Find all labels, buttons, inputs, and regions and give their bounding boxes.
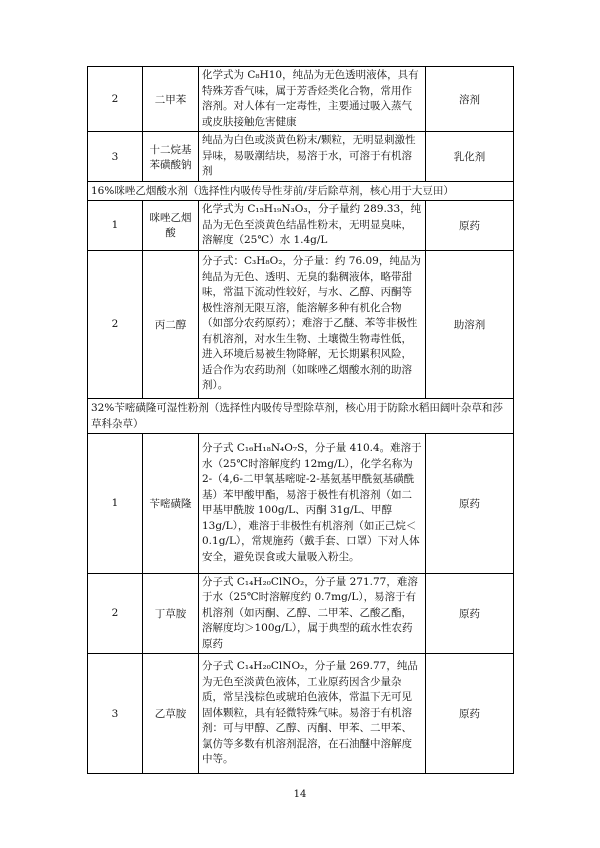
row-number: 1: [88, 201, 143, 251]
row-number: 3: [88, 654, 143, 774]
ingredient-role: 原药: [426, 573, 514, 654]
ingredient-role: 溶剂: [426, 67, 514, 132]
ingredient-description: 分子式 C₁₆H₁₈N₄O₇S，分子量 410.4。难溶于水（25℃时溶解度约 12mg/L），化学名称为 2-（4,6-二甲氧基嘧啶-2-基氨基甲酰氨基磺酰基）苯甲酸甲酯，易溶于极性有机溶剂（如二甲基甲酰胺 100g/L、丙酮 31g/L、甲醇 13g/L），难溶于非极性有机溶剂（如正己烷＜0.1g/L），常规施药（戴手套、口罩）下对人体安全，避免误食或大量吸入粉尘。: [199, 433, 426, 573]
table-row: [88, 250, 514, 398]
ingredient-role: 助溶剂: [426, 250, 514, 398]
row-number: 2: [88, 250, 143, 398]
ingredient-description: 化学式为 C₁₅H₁₉N₃O₃，分子量约 289.33，纯品为无色至淡黄色结晶性粉末，无明显臭味，溶解度（25℃）水 1.4g/L: [199, 201, 426, 251]
ingredient-role: 乳化剂: [426, 132, 514, 182]
ingredient-name: 丙二醇: [143, 250, 199, 398]
ingredient-description: 纯品为白色或淡黄色粉末/颗粒，无明显刺激性异味，易吸潮结块，易溶于水，可溶于有机溶剂: [199, 132, 426, 182]
ingredient-name: 乙草胺: [143, 654, 199, 774]
row-number: 1: [88, 433, 143, 573]
ingredient-name: 十二烷基苯磺酸钠: [143, 132, 199, 182]
ingredient-role: 原药: [426, 201, 514, 251]
row-number: 2: [88, 573, 143, 654]
section-header-row: [88, 398, 514, 433]
row-number: 3: [88, 132, 143, 182]
table-row: [88, 654, 514, 774]
ingredient-table: [87, 66, 514, 774]
section-header-row: [88, 182, 514, 201]
table-row: [88, 433, 514, 573]
row-number: 2: [88, 67, 143, 132]
table-row: [88, 132, 514, 182]
ingredient-description: 化学式为 C₈H10，纯品为无色透明液体，具有特殊芳香气味，属于芳香烃类化合物，常用作溶剂。对人体有一定毒性，主要通过吸入蒸气或皮肤接触危害健康: [199, 67, 426, 132]
ingredient-description: 分子式 C₁₄H₂₀ClNO₂，分子量 269.77，纯品为无色至淡黄色液体，工业原药因含少量杂质，常呈浅棕色或琥珀色液体，常温下无可见固体颗粒，具有轻微特殊气味。易溶于有机溶剂：可与甲醇、乙醇、丙酮、甲苯、二甲苯、氯仿等多数有机溶剂混溶，在石油醚中溶解度中等。: [199, 654, 426, 774]
table-row: [88, 67, 514, 132]
ingredient-name: 丁草胺: [143, 573, 199, 654]
ingredient-description: 分子式 C₁₄H₂₀ClNO₂，分子量 271.77，难溶于水（25℃时溶解度约 0.7mg/L），易溶于有机溶剂（如丙酮、乙醇、二甲苯、乙酸乙酯，溶解度均＞100g/L），属于典型的疏水性农药原药: [199, 573, 426, 654]
table-row: [88, 573, 514, 654]
table-row: [88, 201, 514, 251]
section-title: 16%咪唑乙烟酸水剂（选择性内吸传导性芽前/芽后除草剂，核心用于大豆田）: [88, 182, 514, 201]
ingredient-name: 苄嘧磺隆: [143, 433, 199, 573]
page-number: 14: [293, 789, 307, 800]
ingredient-name: 二甲苯: [143, 67, 199, 132]
section-title: 32%苄嘧磺隆可湿性粉剂（选择性内吸传导型除草剂，核心用于防除水稻田阔叶杂草和莎草科杂草）: [88, 398, 514, 433]
ingredient-role: 原药: [426, 654, 514, 774]
ingredient-role: 原药: [426, 433, 514, 573]
ingredient-name: 咪唑乙烟酸: [143, 201, 199, 251]
ingredient-description: 分子式：C₃H₈O₂，分子量：约 76.09，纯品为纯品为无色、透明、无臭的黏稠液体，略带甜味，常温下流动性较好，与水、乙醇、丙酮等极性溶剂无限互溶，能溶解多种有机化合物（如部分农药原药）；难溶于乙醚、苯等非极性有机溶剂，对水生生物、土壤微生物毒性低，进入环境后易被生物降解，无长期累积风险，适合作为农药助剂（如咪唑乙烟酸水剂的助溶剂）。: [199, 250, 426, 398]
